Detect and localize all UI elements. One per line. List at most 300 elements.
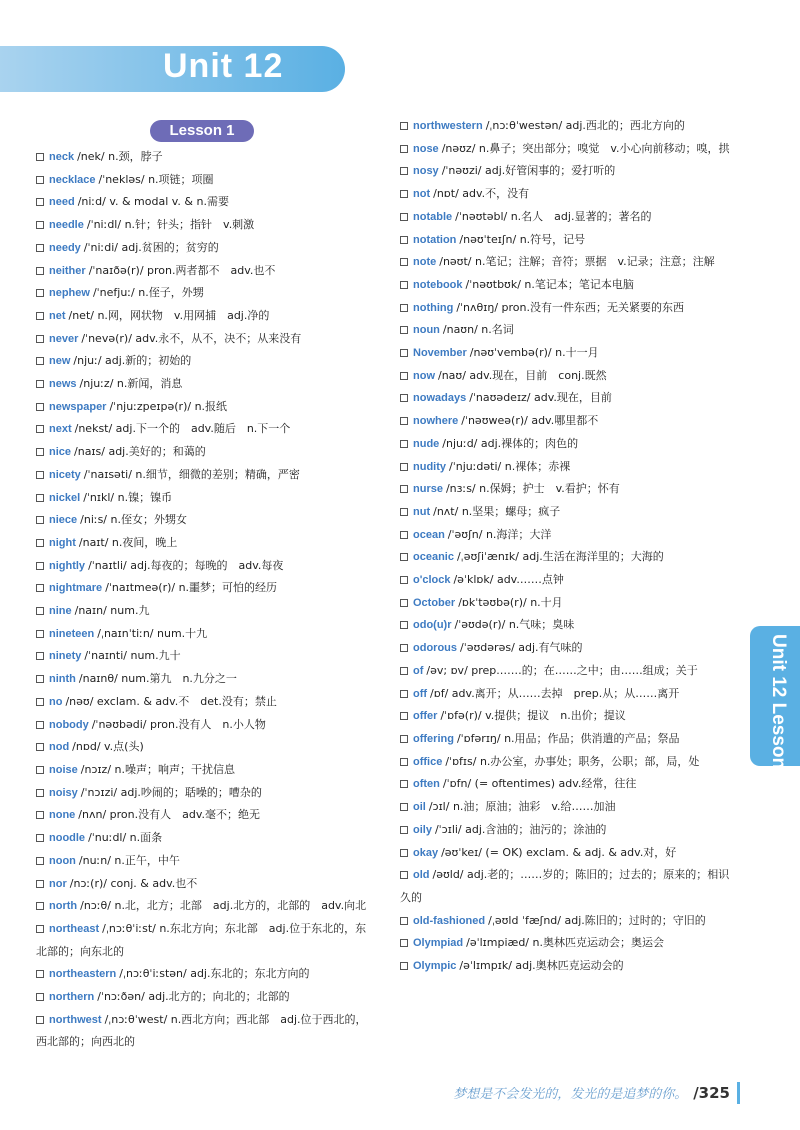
checkbox-icon[interactable] [36,789,44,797]
definition: /ˈnaɪðə(r)/ pron.两者都不 adv.也不 [88,263,276,277]
definition: /ˈnʌθɪŋ/ pron.没有一件东西；无关紧要的东西 [456,300,684,314]
checkbox-icon[interactable] [36,970,44,978]
definition: /əʊˈkeɪ/ (= OK) exclam. & adj. & adv.对，好 [441,845,677,859]
checkbox-icon[interactable] [400,531,408,539]
headword: nightly [49,559,86,572]
vocab-entry [400,342,740,365]
vocab-entry [36,986,372,1009]
definition: /ɔɪl/ n.油；原油；油彩 v.给……加油 [428,800,616,814]
checkbox-icon[interactable] [400,440,408,448]
footer [453,1083,730,1102]
headword: new [49,355,71,368]
definition: /əˈklɒk/ adv.……点钟 [453,573,564,587]
checkbox-icon[interactable] [400,621,408,629]
vocab-entry [400,546,740,569]
vocab-entry [400,138,740,161]
definition: /nəʊˈteɪʃn/ n.符号，记号 [459,232,586,246]
checkbox-icon[interactable] [400,939,408,947]
headword: nightmare [49,582,103,595]
vocab-entry [400,592,740,615]
headword: northeast [49,922,100,935]
definition: /ˈɒfn/ (= oftentimes) adv.经常，往往 [442,777,637,791]
headword: notation [413,233,457,246]
checkbox-icon[interactable] [36,289,44,297]
checkbox-icon[interactable] [400,553,408,561]
definition: /ˈniːdi/ adj.贫困的；贫穷的 [83,240,219,254]
checkbox-icon[interactable] [400,962,408,970]
definition: /ˈnəʊweə(r)/ adv.哪里都不 [461,414,599,428]
checkbox-icon[interactable] [400,576,408,584]
checkbox-icon[interactable] [400,644,408,652]
vocab-entry [36,645,372,668]
checkbox-icon[interactable] [36,335,44,343]
vocab-entry [36,623,372,646]
headword: Olympic [413,960,457,973]
checkbox-icon[interactable] [36,857,44,865]
vocab-entry [36,305,372,328]
definition: /njuːz/ n.新闻，消息 [79,377,183,391]
checkbox-icon[interactable] [400,190,408,198]
vocab-entry [400,842,740,865]
headword: oily [413,823,432,836]
vocab-entry [36,328,372,351]
vocab-entry [36,577,372,600]
checkbox-icon[interactable] [36,698,44,706]
headword: off [413,687,428,700]
headword: nickel [49,491,81,504]
vocab-entry [36,237,372,260]
vocab-entry [36,1009,372,1054]
definition: /ˌəʊld ˈfæʃnd/ adj.陈旧的；过时的；守旧的 [488,913,706,927]
vocab-entry [400,614,740,637]
page-number-bar [737,1082,740,1104]
vocab-entry [400,569,740,592]
definition: /naɪnθ/ num.第九 n.九分之一 [78,672,237,686]
definition: /ˌnaɪnˈtiːn/ num.十九 [97,626,208,640]
definition: /ˈnəʊzi/ adj.好管闲事的；爱打听的 [441,164,616,178]
definition: /nɒt/ adv.不，没有 [433,187,530,201]
definition: /ˈnaɪtmeə(r)/ n.噩梦；可怕的经历 [105,581,278,595]
headword: offer [413,710,438,723]
checkbox-icon[interactable] [400,485,408,493]
vocab-entry [36,418,372,441]
headword: November [413,347,467,360]
definition: /nɜːs/ n.保姆；护士 v.看护；怀有 [445,482,620,496]
side-tab-label: Unit 12 Lesson 1 [768,634,789,785]
definition: /ˈnevə(r)/ adv.永不，从不，决不；从来没有 [81,331,302,345]
checkbox-icon[interactable] [36,357,44,365]
footer-motto: 梦想是不会发光的，发光的是追梦的你。 [453,1087,688,1102]
headword: no [49,695,63,708]
definition: /ˈnɔɪzi/ adj.吵闹的；聒噪的；嘈杂的 [80,785,262,799]
checkbox-icon[interactable] [36,516,44,524]
vocab-entry [36,873,372,896]
vocab-entry [36,282,372,305]
checkbox-icon[interactable] [36,902,44,910]
vocab-entry [36,827,372,850]
definition: /ˈnaʊədeɪz/ adv.现在，目前 [469,391,612,405]
vocab-entry [400,115,740,138]
checkbox-icon[interactable] [36,743,44,751]
vocab-entry [400,660,740,683]
checkbox-icon[interactable] [36,176,44,184]
headword: office [413,755,443,768]
checkbox-icon[interactable] [400,599,408,607]
checkbox-icon[interactable] [36,993,44,1001]
headword: nobody [49,718,89,731]
definition: /nʌn/ pron.没有人 adv.毫不；绝无 [78,808,260,822]
headword: needle [49,219,84,232]
definition: /naɪs/ adj.美好的；和蔼的 [74,445,206,459]
checkbox-icon[interactable] [36,494,44,502]
headword: nose [413,142,439,155]
headword: old [413,869,430,882]
headword: neither [49,264,86,277]
headword: nurse [413,483,443,496]
headword: need [49,196,75,209]
checkbox-icon[interactable] [36,925,44,933]
vocab-entry [400,932,740,955]
definition: /ˈnɪkl/ n.镍；镍币 [83,490,173,504]
vocab-entry [36,441,372,464]
definition: /ɒf/ adv.离开；从……去掉 prep.从；从……离开 [430,686,680,700]
headword: news [49,378,77,391]
definition: /njuːd/ adj.裸体的；肉色的 [442,436,579,450]
lesson-badge: Lesson 1 [150,120,254,142]
headword: odo(u)r [413,619,452,632]
checkbox-icon[interactable] [36,607,44,615]
headword: notebook [413,278,463,291]
vocab-entry [36,532,372,555]
vocab-column-right [400,115,740,978]
definition: /nɔː(r)/ conj. & adv.也不 [69,876,198,890]
unit-title: Unit 12 [163,47,284,85]
headword: niece [49,514,78,527]
checkbox-icon[interactable] [400,849,408,857]
checkbox-icon[interactable] [400,417,408,425]
definition: /əˈlɪmpiæd/ n.奥林匹克运动会；奥运会 [466,936,664,950]
page-number: /325 [693,1084,730,1102]
checkbox-icon[interactable] [36,539,44,547]
vocab-entry [400,274,740,297]
checkbox-icon[interactable] [400,304,408,312]
checkbox-icon[interactable] [400,735,408,743]
checkbox-icon[interactable] [400,667,408,675]
vocab-entry [400,229,740,252]
vocab-entry [400,433,740,456]
headword: ninth [49,673,76,686]
headword: neck [49,151,75,163]
headword: north [49,900,78,913]
definition: /ˈnekləs/ n.项链；项圈 [98,172,214,186]
vocab-entry [36,850,372,873]
checkbox-icon[interactable] [400,826,408,834]
headword: offering [413,732,454,745]
headword: net [49,309,66,322]
headword: nudity [413,460,446,473]
definition: /naʊn/ n.名词 [442,323,514,337]
checkbox-icon[interactable] [400,690,408,698]
checkbox-icon[interactable] [36,198,44,206]
vocab-entry [400,864,740,909]
vocab-entry [36,260,372,283]
vocab-entry [400,955,740,978]
headword: okay [413,846,439,859]
definition: /nɔːθ/ n.北，北方；北部 adj.北方的，北部的 adv.向北 [80,899,367,913]
definition: /ˈəʊdərəs/ adj.有气味的 [460,641,583,655]
definition: /ˌnɔːθˈwestən/ adj.西北的；西北方向的 [485,119,685,132]
checkbox-icon[interactable] [400,258,408,266]
definition: /əʊld/ adj.老的；……岁的；陈旧的；过去的；原来的；相识久的 [400,868,730,904]
definition: /ˈnəʊbədi/ pron.没有人 n.小人物 [91,717,266,731]
definition: /ˈnuːdl/ n.面条 [88,831,163,845]
definition: /ˈnəʊtəbl/ n.名人 adj.显著的；著名的 [455,209,652,223]
definition: /nekst/ adj.下一个的 adv.随后 n.下一个 [74,422,291,436]
headword: night [49,536,76,549]
definition: /njuː/ adj.新的；初始的 [73,354,192,368]
definition: /net/ n.网，网状物 v.用网捕 adj.净的 [68,308,270,322]
vocab-entry [36,918,372,963]
headword: noodle [49,832,86,845]
checkbox-icon[interactable] [36,562,44,570]
definition: /ˈnaɪsəti/ n.细节，细微的差别；精确，严密 [83,467,300,481]
definition: /ˈəʊʃn/ n.海洋；大洋 [447,527,552,541]
vocab-entry [36,464,372,487]
definition: /ˈnjuːzpeɪpə(r)/ n.报纸 [109,399,228,413]
vocab-entry [36,214,372,237]
headword: nineteen [49,627,95,640]
definition: /əˈlɪmpɪk/ adj.奥林匹克运动会的 [459,959,624,973]
headword: northern [49,991,95,1004]
headword: nosy [413,165,439,178]
definition: /əv; ɒv/ prep.……的；在……之中；由……组成；关于 [426,663,698,677]
vocab-entry [36,487,372,510]
headword: Olympiad [413,937,464,950]
definition: /naʊ/ adv.现在，目前 conj.既然 [438,368,607,382]
checkbox-icon[interactable] [36,153,44,161]
headword: northwest [49,1013,102,1026]
checkbox-icon[interactable] [400,463,408,471]
vocab-entry [400,637,740,660]
definition: /ˈnəʊtbʊk/ n.笔记本；笔记本电脑 [465,277,634,291]
checkbox-icon[interactable] [36,312,44,320]
vocab-entry [400,387,740,410]
headword: nephew [49,287,90,300]
vocab-entry [400,683,740,706]
headword: next [49,423,72,436]
checkbox-icon[interactable] [400,145,408,153]
definition: /nɒd/ v.点(头) [72,740,144,754]
definition: /ˌnɔːθˈiːstən/ adj.东北的；东北方向的 [119,967,310,981]
checkbox-icon[interactable] [400,394,408,402]
checkbox-icon[interactable] [36,880,44,888]
checkbox-icon[interactable] [36,811,44,819]
vocab-entry [36,396,372,419]
headword: nowhere [413,415,459,428]
vocab-entry [36,668,372,691]
vocab-entry [400,773,740,796]
vocab-entry [400,251,740,274]
definition: /nəʊ/ exclam. & adv.不 det.没有；禁止 [65,694,277,708]
headword: nice [49,446,72,459]
headword: newspaper [49,400,107,413]
vocab-entry [400,796,740,819]
checkbox-icon[interactable] [400,326,408,334]
checkbox-icon[interactable] [36,425,44,433]
headword: often [413,778,440,791]
checkbox-icon[interactable] [400,508,408,516]
checkbox-icon[interactable] [36,675,44,683]
vocab-entry [36,191,372,214]
headword: odorous [413,642,457,655]
vocab-entry [400,478,740,501]
headword: none [49,809,76,822]
checkbox-icon[interactable] [36,834,44,842]
headword: nor [49,877,67,890]
headword: old-fashioned [413,914,486,927]
vocab-entry [36,963,372,986]
checkbox-icon[interactable] [36,403,44,411]
definition: /nek/ n.颈，脖子 [77,150,163,163]
checkbox-icon[interactable] [400,167,408,175]
vocab-entry [36,895,372,918]
definition: /ˈɒfərɪŋ/ n.用品；作品；供消遣的产品；祭品 [456,731,680,745]
definition: /nʌt/ n.坚果；螺母；疯子 [433,504,561,518]
headword: ocean [413,528,445,541]
definition: /nəʊz/ n.鼻子；突出部分；嗅觉 v.小心向前移动；嗅，拱 [441,141,730,155]
vocab-entry [36,509,372,532]
headword: note [413,256,437,269]
vocab-entry [400,705,740,728]
checkbox-icon[interactable] [400,780,408,788]
checkbox-icon[interactable] [36,652,44,660]
checkbox-icon[interactable] [36,630,44,638]
vocab-entry [36,169,372,192]
vocab-column-left [36,146,372,1054]
vocab-entry [400,728,740,751]
definition: /nəʊt/ n.笔记；注解；音符；票据 v.记录；注意；注解 [439,255,715,269]
vocab-entry [400,410,740,433]
headword: nod [49,741,70,754]
checkbox-icon[interactable] [36,721,44,729]
vocab-entry [36,804,372,827]
definition: /ˈɔɪli/ adj.含油的；油污的；涂油的 [434,822,607,836]
headword: nowadays [413,392,467,405]
vocab-entry [400,751,740,774]
definition: /ˈnefjuː/ n.侄子，外甥 [92,286,204,300]
headword: northeastern [49,968,117,981]
definition: /ˈnaɪnti/ num.九十 [84,649,181,663]
definition: /naɪn/ num.九 [74,604,150,618]
vocab-entry [36,759,372,782]
checkbox-icon[interactable] [400,236,408,244]
headword: noisy [49,786,78,799]
checkbox-icon[interactable] [400,712,408,720]
headword: not [413,188,431,201]
vocab-entry [400,319,740,342]
checkbox-icon[interactable] [36,766,44,774]
headword: now [413,369,435,382]
vocab-entry [36,373,372,396]
vocab-entry [36,714,372,737]
vocab-entry [36,736,372,759]
checkbox-icon[interactable] [36,471,44,479]
definition: /niːd/ v. & modal v. & n.需要 [77,195,229,209]
headword: o'clock [413,574,451,587]
vocab-entry [400,206,740,229]
checkbox-icon[interactable] [400,871,408,879]
checkbox-icon[interactable] [400,803,408,811]
checkbox-icon[interactable] [400,349,408,357]
headword: nine [49,605,72,618]
headword: needy [49,241,81,254]
definition: /ˌəʊʃiˈænɪk/ adj.生活在海洋里的；大海的 [456,550,664,564]
headword: nut [413,505,431,518]
vocab-entry [400,456,740,479]
headword: notable [413,210,453,223]
definition: /ˈnaɪtli/ adj.每夜的；每晚的 adv.每夜 [88,558,284,572]
headword: nicety [49,468,81,481]
headword: oceanic [413,551,454,564]
checkbox-icon[interactable] [400,917,408,925]
vocab-entry [36,146,372,169]
headword: of [413,664,424,677]
checkbox-icon[interactable] [36,380,44,388]
headword: ninety [49,650,82,663]
checkbox-icon[interactable] [400,281,408,289]
headword: northwestern [413,120,483,132]
checkbox-icon[interactable] [400,372,408,380]
checkbox-icon[interactable] [36,267,44,275]
checkbox-icon[interactable] [36,584,44,592]
definition: /ɒkˈtəʊbə(r)/ n.十月 [458,595,563,609]
vocab-entry [36,555,372,578]
headword: never [49,332,79,345]
headword: noun [413,324,440,337]
definition: /ˌnɔːθˈiːst/ n.东北方向；东北部 adj.位于东北的，东北部的；向东北的 [36,921,367,958]
definition: /ˈəʊdə(r)/ n.气味；臭味 [454,618,575,632]
vocab-entry [36,600,372,623]
definition: /nɔɪz/ n.噪声；响声；干扰信息 [80,762,235,776]
definition: /niːs/ n.侄女；外甥女 [80,513,187,527]
vocab-entry [400,160,740,183]
vocab-entry [400,365,740,388]
vocab-entry [400,524,740,547]
checkbox-icon[interactable] [400,758,408,766]
headword: nothing [413,301,454,314]
checkbox-icon[interactable] [36,448,44,456]
definition: /ˈnjuːdəti/ n.裸体；赤裸 [449,459,571,473]
vocab-entry [400,297,740,320]
checkbox-icon[interactable] [400,213,408,221]
definition: /nuːn/ n.正午，中午 [78,853,180,867]
definition: /ˈɒfə(r)/ v.提供；提议 n.出价；提议 [440,709,626,723]
definition: /ˈɒfɪs/ n.办公室，办事处；职务，公职；部，局，处 [445,754,700,768]
vocab-entry [400,910,740,933]
headword: oil [413,801,426,814]
vocab-entry [36,691,372,714]
checkbox-icon[interactable] [36,221,44,229]
headword: necklace [49,173,96,186]
checkbox-icon[interactable] [36,244,44,252]
definition: /ˈnɔːðən/ adj.北方的；向北的；北部的 [97,990,290,1004]
headword: noon [49,854,76,867]
checkbox-icon[interactable] [36,1016,44,1024]
headword: nude [413,437,440,450]
definition: /ˌnɔːθˈwest/ n.西北方向；西北部 adj.位于西北的，西北部的；向西北的 [36,1012,367,1049]
checkbox-icon[interactable] [400,122,408,130]
headword: October [413,596,456,609]
